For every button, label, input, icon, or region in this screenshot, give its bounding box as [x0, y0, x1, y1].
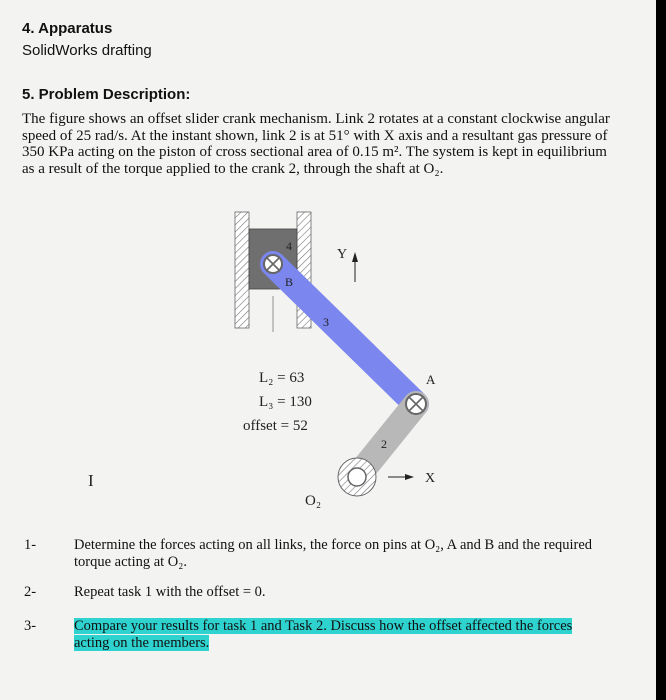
task-line: Repeat task 1 with the offset = 0.: [74, 584, 266, 600]
task-number: 3-: [24, 618, 37, 634]
description-line: 350 KPa acting on the piston of cross sectional area of 0.15 m². The system is kept in equilibrium: [22, 144, 607, 160]
task-number: 1-: [24, 537, 37, 553]
left-guide-wall: [235, 212, 249, 328]
link-2-label: 2: [381, 437, 387, 451]
text-cursor-icon: I: [88, 471, 94, 490]
y-axis-label: Y: [337, 247, 348, 262]
link-3-label: 3: [323, 315, 329, 329]
highlighted-task-line: Compare your results for task 1 and Task 2. Discuss how the offset affected the forces: [74, 618, 573, 634]
pin-b-label: B: [285, 275, 294, 289]
description-line: speed of 25 rad/s. At the instant shown, link 2 is at 51° with X axis and a resultant gas pressure of: [22, 127, 608, 144]
highlighted-task-line: acting on the members.: [74, 635, 210, 651]
param-l2: L₂ = 63: [259, 370, 305, 386]
task-line: torque acting at O₂.: [74, 554, 187, 570]
section-5-title: 5. Problem Description:: [22, 86, 191, 103]
task-number: 2-: [24, 584, 37, 600]
x-axis-label: X: [425, 471, 436, 486]
task-line: Determine the forces acting on all links, the force on pins at O₂, A and B and the required: [74, 537, 593, 553]
description-line: as a result of the torque applied to the crank 2, through the shaft at O₂.: [22, 160, 444, 177]
description-line: The figure shows an offset slider crank mechanism. Link 2 rotates at a constant clockwise angular: [22, 111, 610, 127]
section-4-title: 4. Apparatus: [22, 20, 113, 37]
section-4-subtitle: SolidWorks drafting: [22, 42, 152, 59]
param-l3: L₃ = 130: [259, 394, 312, 410]
origin-label: O₂: [305, 493, 322, 509]
param-offset: offset = 52: [243, 418, 308, 434]
pin-a-label: A: [426, 372, 436, 387]
link-4-label: 4: [286, 239, 292, 253]
